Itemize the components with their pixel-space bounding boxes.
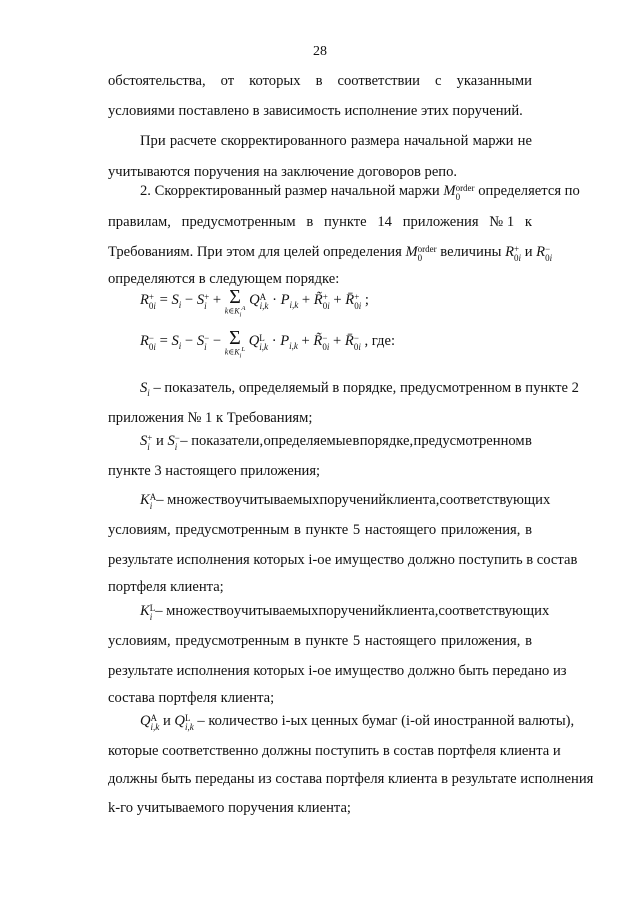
def-ka-line-2-word: настоящего [364,522,437,538]
def-s-text: – показатель, определяемый в порядке, предусмотренном в пункте 2 [149,380,579,396]
p3-line-3 [108,243,553,263]
p3-line-2-word: предусмотренным [181,214,296,230]
p1-line-1-word: указанными [456,73,532,89]
formula-r-plus: R + 0i = $S_i - S$ + i + Σ $k\in K_i^A$ Q A i,k · $P_{i,k}$ + R̃ + 0i + R̄ + 0i ; [140,286,369,319]
r-plus-symbol: R + 0i [505,244,522,263]
formula-r-minus: R − 0i = $S_i - S$ − i − Σ $k\in K_i^L$ Q L i,k · $P_{i,k}$ + R̃ − 0i + R̄ − 0i , где: [140,327,395,360]
def-kl-line-2-word: приложения, [440,633,521,649]
page-number: 28 [313,44,327,59]
def-kl-line-2-word: в [525,633,532,649]
def-ka-line-2-word: в [525,522,532,538]
def-kl-line-2-word: в [293,633,301,649]
def-kl-line-3: результате исполнения которых i-ое имущество должно быть передано из [108,663,567,679]
def-ka-line-2-word: предусмотренным [175,522,290,538]
def-spm-line-1-word: в [352,433,360,449]
p1-line-1-word: от [220,73,235,89]
def-kl-line-1-word: поручений [318,603,386,619]
p2-line-1-word: начальной [403,133,469,149]
p3-line-2-word: в [306,214,314,230]
p2-line-1 [140,132,532,150]
p1-line-2: условиями поставлено в зависимость исполнение этих поручений. [108,103,523,119]
def-spm-line-1-word: в [525,433,532,449]
def-ka-line-2-word: условиям, [108,522,171,538]
p1-line-1 [108,72,532,90]
def-kl-line-1-word: – множество [155,603,234,619]
p2-line-1-word: маржи [472,133,514,149]
def-ka-line-1: K A i – множество учитываемых поручений клиента, соответствующих [140,492,551,511]
def-q-and: и [162,713,171,729]
p2-line-1-word: скорректированного [220,133,347,149]
p2-line-1-word: При [140,133,166,149]
def-spm-line-2: пункте 3 настоящего приложения; [108,463,321,479]
def-ka-line-1-word: – множество [156,492,235,508]
p2-line-1-word: размера [350,133,400,149]
def-ka-line-4: портфеля клиента; [108,579,224,595]
p2-line-2: учитываются поручения на заключение договоров репо. [108,164,458,180]
def-q-line-3: должны быть переданы из состава портфеля клиента в результате исполнения [108,771,594,787]
def-spm-line-1-word: определяемые [263,433,353,449]
p3-line-2-word: пункте [323,214,367,230]
def-kl-line-4: состава портфеля клиента; [108,690,275,706]
def-q-line-2: которые соответственно должны поступить в состав портфеля клиента и [108,743,561,759]
p3-line-2-word: приложения [402,214,479,230]
p3-line-3-b: величины [440,244,502,260]
def-ka-line-1-word: клиента, [386,492,440,508]
p3-line-2-word: 14 [377,214,392,230]
def-ka-line-2-word: приложения, [440,522,521,538]
p3-line-1 [140,182,580,202]
def-ka-line-2-word: пункте [305,522,349,538]
def-spm-line-1: S + i и S − i – показатели, определяемые в порядке, предусмотренном в [140,433,532,452]
def-ka-line-1-word: учитываемых [234,492,320,508]
def-spm-line-1-word: – показатели, [180,433,264,449]
p3-line-1-a: 2. Скорректированный размер начальной маржи [140,183,440,199]
p1-line-1-word: которых [249,73,301,89]
r-minus-symbol: R − 0i [536,244,553,263]
p1-line-1-word: с [435,73,442,89]
p3-line-1-b: определяется по [478,183,580,199]
def-ka-line-1-word: соответствующих [439,492,551,508]
p1-line-1-word: соответствии [337,73,420,89]
def-ka-line-2 [108,521,532,539]
p2-line-1-word: не [517,133,532,149]
formula-1-end: ; [364,292,369,308]
p2-line-1-word: расчете [169,133,217,149]
def-s-line-1: $S_i$ – показатель, определяемый в порядке, предусмотренном в пункте 2 [140,380,579,398]
p1-line-1-word: в [315,73,323,89]
def-kl-line-2 [108,632,532,650]
def-kl-line-2-word: 5 [352,633,361,649]
def-ka-line-3: результате исполнения которых i-ое имущество должно поступить в состав [108,552,578,568]
p3-line-2-word: правилам, [108,214,171,230]
p3-line-2-word: к [524,214,532,230]
def-s-line-2: приложения № 1 к Требованиям; [108,410,313,426]
p3-line-3-a: Требованиям. При этом для целей определения [108,244,402,260]
def-spm-line-1-word: порядке, [359,433,414,449]
def-spm-and: и [156,433,164,449]
m0-order-symbol: M order 0 [443,183,475,202]
def-kl-line-2-word: пункте [305,633,349,649]
def-q-line-4: k-го учитываемого поручения клиента; [108,800,351,816]
def-kl-line-2-word: условиям, [108,633,171,649]
p3-line-2 [108,213,532,231]
def-spm-line-1-word: предусмотренном [413,433,525,449]
p3-line-2-word: № 1 [489,214,515,230]
def-kl-line-2-word: предусмотренным [175,633,290,649]
def-kl-line-1-word: клиента, [385,603,439,619]
m0-order-symbol-2: M order 0 [405,244,437,263]
def-q-line-1: Q A i,k и Q L i,k – количество i-ых ценных бумаг (i-ой иностранной валюты), [140,713,575,732]
def-ka-line-2-word: в [293,522,301,538]
def-ka-line-1-word: поручений [319,492,387,508]
formula-2-end: , где: [364,333,395,349]
def-kl-line-1: K L i – множество учитываемых поручений клиента, соответствующих [140,603,550,622]
def-kl-line-2-word: настоящего [364,633,437,649]
def-kl-line-1-word: соответствующих [438,603,550,619]
def-q-text: – количество i-ых ценных бумаг (i-ой иностранной валюты), [193,713,575,729]
p3-line-3-c: и [524,244,533,260]
p3-line-4: определяются в следующем порядке: [108,271,340,287]
def-ka-line-2-word: 5 [352,522,361,538]
p1-line-1-word: обстоятельства, [108,73,206,89]
def-kl-line-1-word: учитываемых [233,603,319,619]
